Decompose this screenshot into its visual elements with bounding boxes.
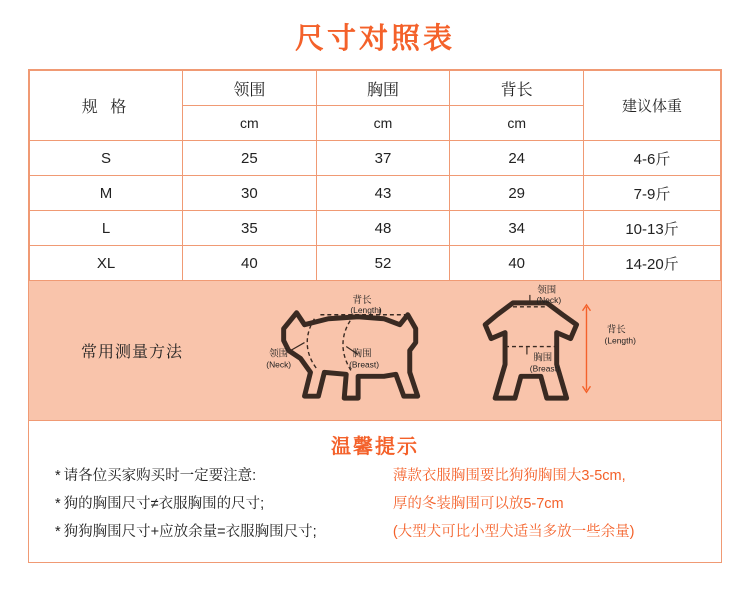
clothes-silhouette-icon (485, 303, 576, 398)
clothes-length-label-en: (Length) (604, 335, 636, 346)
tip-note: (大型犬可比小型犬适当多放一些余量) (392, 524, 635, 541)
tips-title: 温馨提示 (331, 436, 419, 458)
tip-item (55, 495, 389, 513)
table-row (30, 141, 721, 176)
cell-size: S (30, 141, 183, 176)
tip-bullet: * (55, 496, 61, 513)
cell-neck: 25 (183, 141, 317, 176)
table-row (30, 176, 721, 211)
cell-breast: 52 (316, 246, 450, 281)
cell-weight: 7-9斤 (584, 176, 721, 211)
clothes-length-arrow (583, 305, 591, 392)
page-title: 尺寸对照表 (294, 23, 455, 55)
header-neck: 领围 (183, 71, 317, 106)
tip-note: 薄款衣服胸围要比狗狗胸围大3-5cm, (392, 468, 626, 484)
cell-size: M (30, 176, 183, 211)
measurement-diagrams (29, 281, 721, 420)
cell-weight: 4-6斤 (584, 141, 721, 176)
tip-bullet: * (55, 468, 61, 484)
cell-neck: 35 (183, 211, 317, 246)
cell-length: 29 (450, 176, 584, 211)
dog-neck-label-en: (Neck) (266, 359, 292, 370)
tips-panel (28, 421, 722, 563)
dog-breast-label-cn: 胸围 (352, 347, 372, 359)
dog-breast-label-en: (Breast) (349, 359, 380, 370)
clothes-neck-label-cn: 领围 (537, 283, 557, 295)
dog-length-label-en: (Length) (350, 304, 382, 315)
cell-length: 40 (450, 246, 584, 281)
cell-breast: 43 (316, 176, 450, 211)
table-row (30, 246, 721, 281)
dog-silhouette-icon (284, 313, 418, 398)
cell-weight: 14-20斤 (584, 246, 721, 281)
tip-item (55, 523, 389, 541)
measurement-label: 常用测量方法 (81, 344, 184, 361)
table-header-row (30, 71, 721, 106)
header-breast: 胸围 (316, 71, 450, 106)
table-row (30, 211, 721, 246)
tip-text: 请各位买家购买时一定要注意: (63, 468, 257, 484)
dog-length-label-cn: 背长 (352, 293, 372, 305)
cell-neck: 40 (183, 246, 317, 281)
cell-neck: 30 (183, 176, 317, 211)
clothes-breast-label-cn: 胸围 (533, 351, 553, 363)
cell-weight: 10-13斤 (584, 211, 721, 246)
size-table-wrapper (28, 69, 722, 281)
header-weight: 建议体重 (584, 71, 721, 141)
unit-breast: cm (316, 106, 450, 141)
cell-size: XL (30, 246, 183, 281)
tip-text: 狗狗胸围尺寸+应放余量=衣服胸围尺寸; (63, 524, 317, 541)
tip-item (55, 467, 389, 485)
tip-note: 厚的冬装胸围可以放5-7cm (392, 496, 564, 513)
tips-right-column (389, 467, 721, 551)
tips-left-column (29, 467, 389, 551)
cell-length: 24 (450, 141, 584, 176)
clothes-breast-label-en: (Breast) (529, 363, 560, 374)
clothes-measure-lines (505, 307, 557, 347)
cell-breast: 37 (316, 141, 450, 176)
clothes-neck-label-en: (Neck) (536, 294, 562, 305)
unit-length: cm (450, 106, 584, 141)
cell-size: L (30, 211, 183, 246)
dog-neck-label-cn: 领围 (269, 347, 289, 359)
tip-bullet: * (55, 524, 61, 541)
tip-text: 狗的胸围尺寸≠衣服胸围的尺寸; (63, 496, 265, 513)
size-table (29, 70, 721, 281)
cell-breast: 48 (316, 211, 450, 246)
clothes-length-label-cn: 背长 (606, 323, 626, 335)
cell-length: 34 (450, 211, 584, 246)
tips-columns (29, 459, 721, 551)
header-spec: 规 格 (30, 71, 183, 141)
unit-neck: cm (183, 106, 317, 141)
measurement-panel (28, 281, 722, 421)
header-length: 背长 (450, 71, 584, 106)
